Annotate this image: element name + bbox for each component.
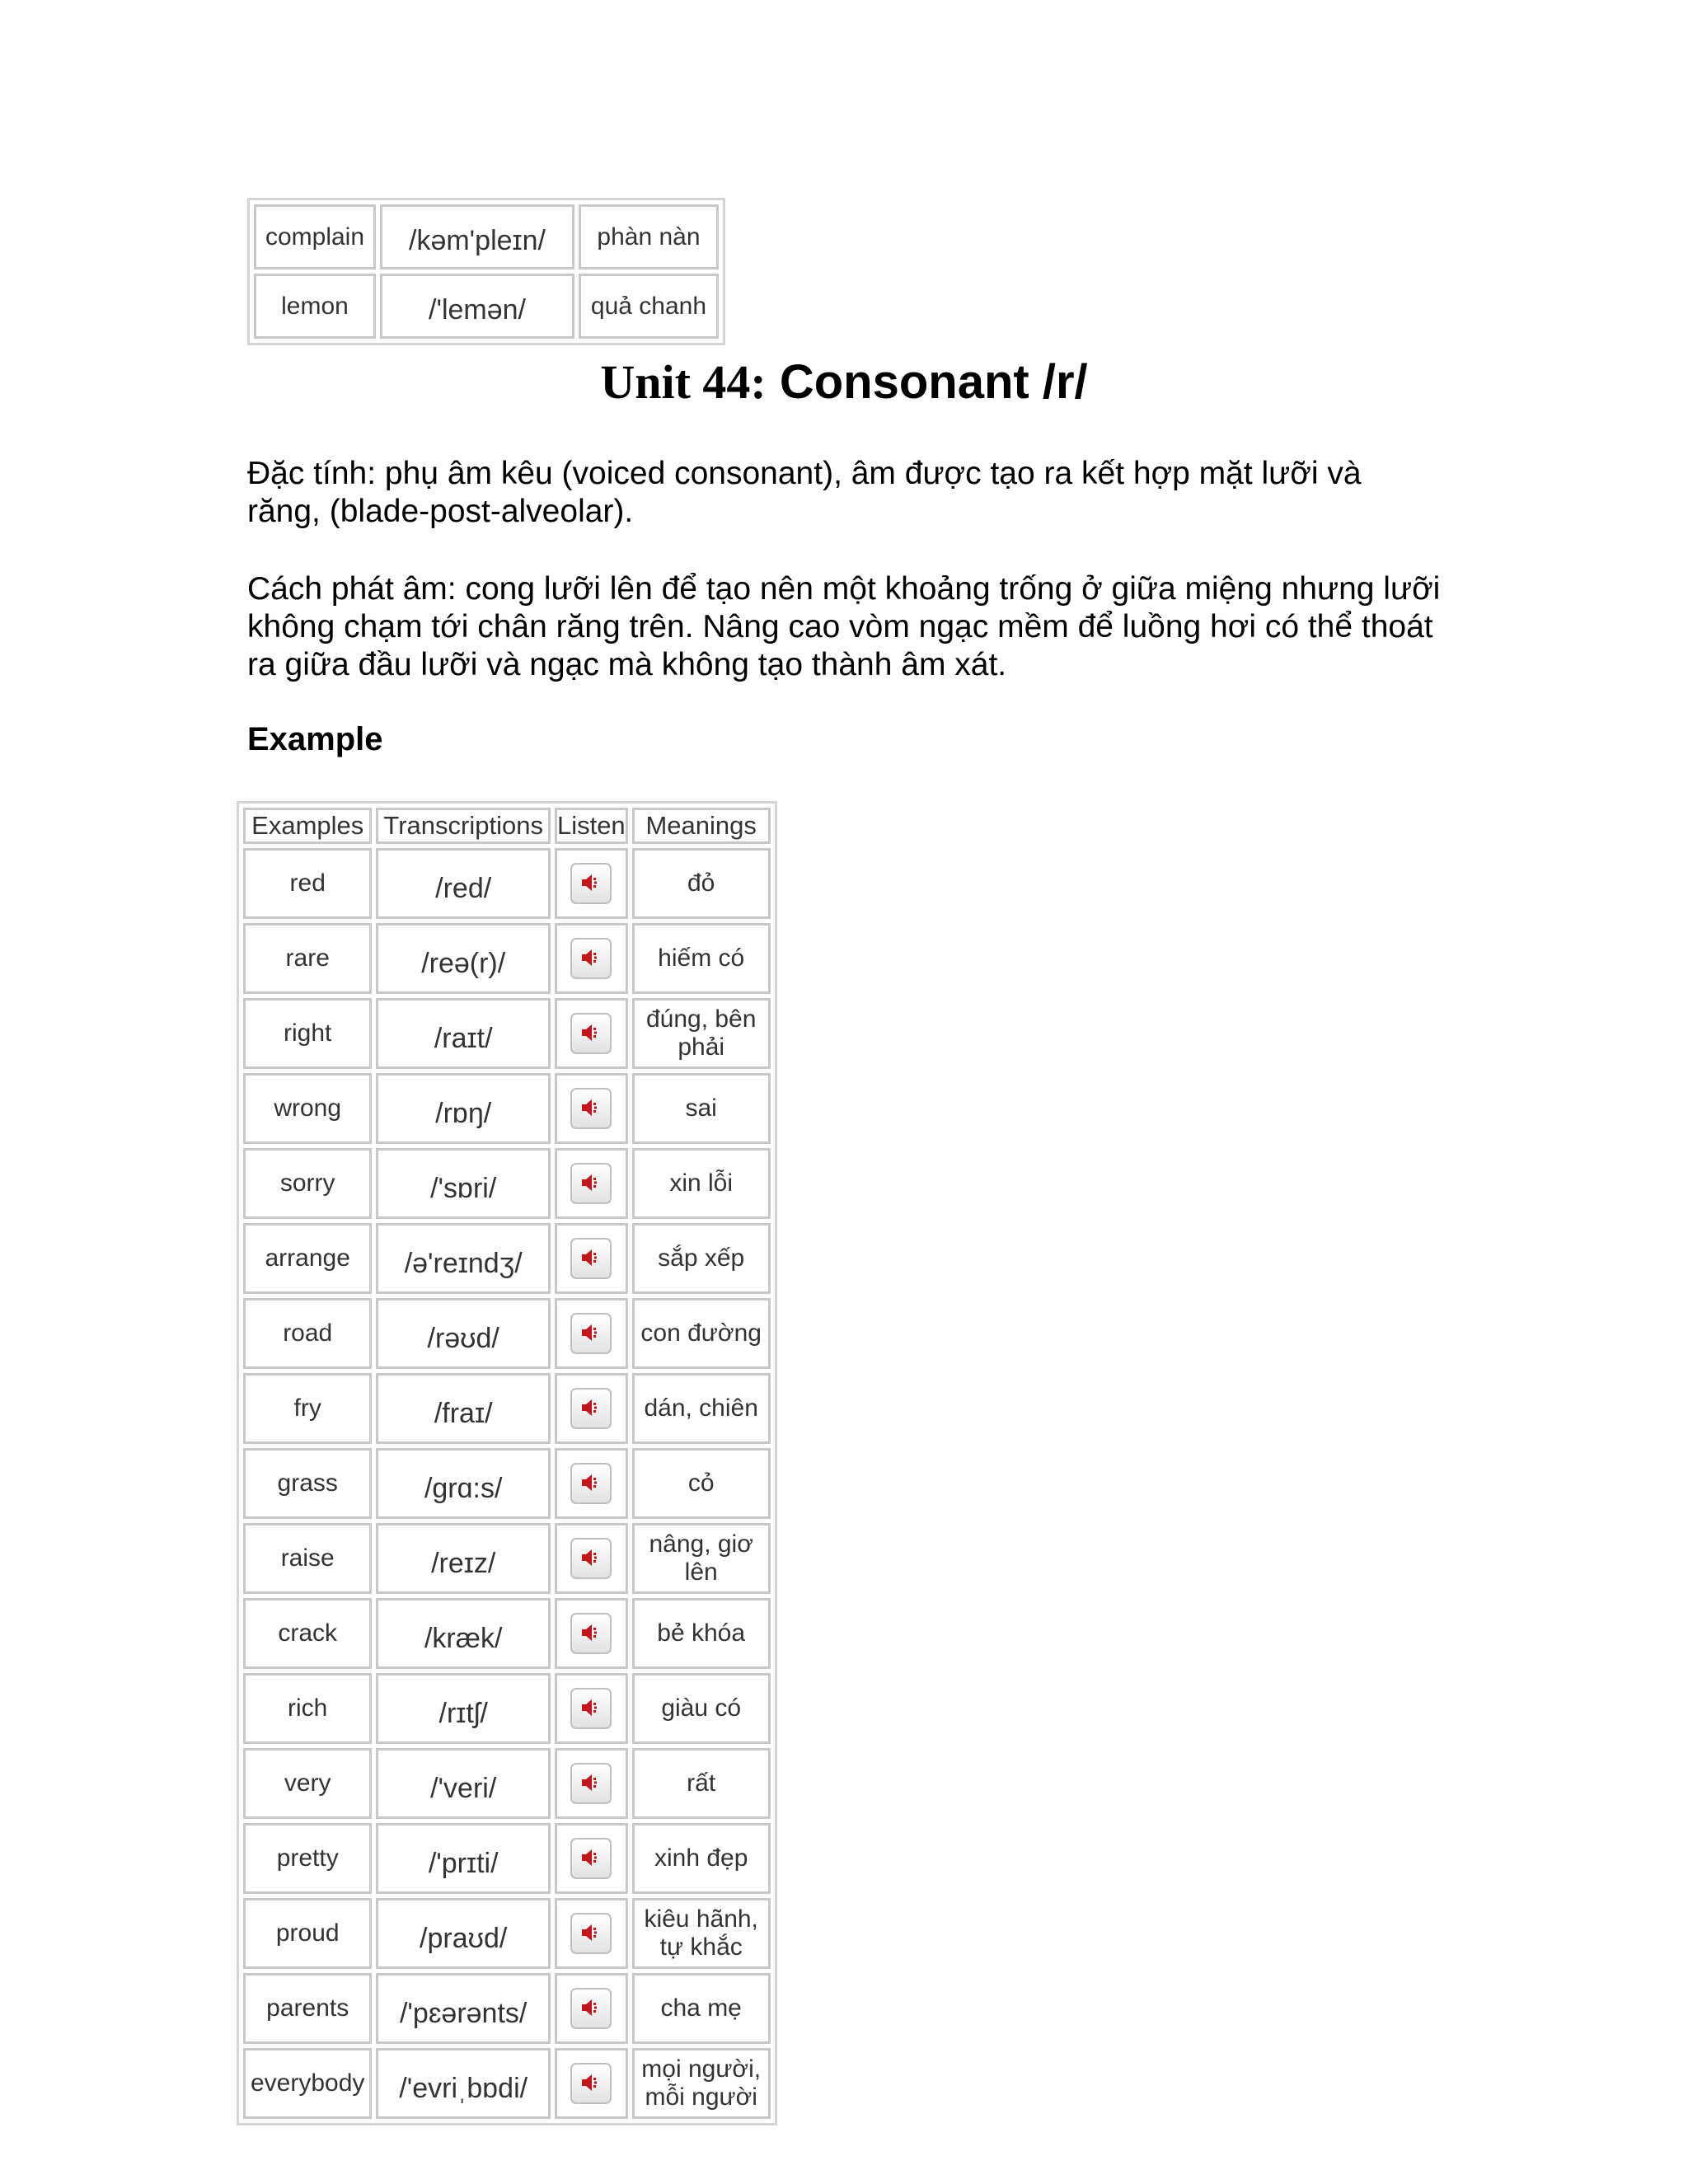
meaning-cell: xinh đẹp — [632, 1823, 771, 1894]
listen-cell — [555, 1373, 628, 1444]
transcription-cell: /'lemən/ — [380, 274, 574, 339]
word-cell: right — [243, 998, 372, 1069]
speaker-icon — [579, 1171, 603, 1194]
transcription-cell: /raɪt/ — [376, 998, 551, 1069]
play-audio-button[interactable] — [570, 1463, 612, 1504]
transcription-cell: /'sɒri/ — [376, 1148, 551, 1219]
word-cell: road — [243, 1298, 372, 1369]
page-title — [0, 356, 1688, 409]
table-row — [243, 848, 771, 919]
play-audio-button[interactable] — [570, 1313, 612, 1354]
transcription-cell: /rəʊd/ — [376, 1298, 551, 1369]
listen-cell — [555, 1973, 628, 2044]
transcription-cell: /rɪtʃ/ — [376, 1673, 551, 1744]
speaker-icon — [579, 1396, 603, 1419]
meaning-cell: bẻ khóa — [632, 1598, 771, 1669]
speaker-icon — [579, 1546, 603, 1569]
transcription-cell: /ə'reɪndʒ/ — [376, 1223, 551, 1294]
listen-cell — [555, 923, 628, 994]
speaker-icon — [579, 1021, 603, 1044]
listen-cell — [555, 1898, 628, 1969]
speaker-icon — [579, 946, 603, 969]
listen-cell — [555, 1073, 628, 1144]
transcription-cell: /'prɪti/ — [376, 1823, 551, 1894]
listen-cell — [555, 1823, 628, 1894]
meaning-cell: nâng, giơ lên — [632, 1523, 771, 1594]
listen-cell — [555, 1298, 628, 1369]
table-row — [243, 1223, 771, 1294]
play-audio-button[interactable] — [570, 1688, 612, 1729]
word-cell: sorry — [243, 1148, 372, 1219]
transcription-cell: /praʊd/ — [376, 1898, 551, 1969]
speaker-icon — [579, 1621, 603, 1644]
meaning-cell: con đường — [632, 1298, 771, 1369]
word-cell: crack — [243, 1598, 372, 1669]
column-header-examples: Examples — [243, 808, 372, 844]
table-header-row — [243, 808, 771, 844]
word-cell: grass — [243, 1448, 372, 1519]
listen-cell — [555, 1148, 628, 1219]
table-row — [243, 1823, 771, 1894]
listen-cell — [555, 1523, 628, 1594]
meaning-cell: rất — [632, 1748, 771, 1819]
table-row — [243, 1448, 771, 1519]
word-cell: rare — [243, 923, 372, 994]
table-row — [243, 923, 771, 994]
example-table — [237, 801, 777, 2125]
table-row — [243, 1073, 771, 1144]
speaker-icon — [579, 2071, 603, 2094]
transcription-cell: /'pɛərənts/ — [376, 1973, 551, 2044]
listen-cell — [555, 998, 628, 1069]
word-cell: everybody — [243, 2048, 372, 2119]
speaker-icon — [579, 1471, 603, 1494]
unit-number: Unit 44: — [600, 355, 767, 409]
table-row — [243, 1748, 771, 1819]
meaning-cell: sắp xếp — [632, 1223, 771, 1294]
meaning-cell: kiêu hãnh, tự khắc — [632, 1898, 771, 1969]
meaning-cell: sai — [632, 1073, 771, 1144]
meaning-cell: cỏ — [632, 1448, 771, 1519]
meaning-cell: giàu có — [632, 1673, 771, 1744]
column-header-meanings: Meanings — [632, 808, 771, 844]
play-audio-button[interactable] — [570, 863, 612, 904]
meaning-cell: cha mẹ — [632, 1973, 771, 2044]
speaker-icon — [579, 1696, 603, 1719]
play-audio-button[interactable] — [570, 1763, 612, 1804]
word-cell: arrange — [243, 1223, 372, 1294]
speaker-icon — [579, 1921, 603, 1944]
meaning-cell: xin lỗi — [632, 1148, 771, 1219]
transcription-cell: /red/ — [376, 848, 551, 919]
transcription-cell: /kræk/ — [376, 1598, 551, 1669]
transcription-cell: /reɪz/ — [376, 1523, 551, 1594]
meaning-cell: quả chanh — [579, 274, 719, 339]
pronunciation-paragraph: Cách phát âm: cong lưỡi lên để tạo nên một khoảng trống ở giữa miệng nhưng lưỡi không chạm tới chân răng trên. Nâng cao vòm ngạc mềm để luồng hơi có thể thoát ra giữa đầu lưỡi và ngạc mà không tạo thành âm xát. — [247, 571, 1441, 682]
column-header-listen: Listen — [555, 808, 628, 844]
meaning-cell: đỏ — [632, 848, 771, 919]
word-cell: wrong — [243, 1073, 372, 1144]
listen-cell — [555, 848, 628, 919]
transcription-cell: /grɑ:s/ — [376, 1448, 551, 1519]
table-row — [243, 1373, 771, 1444]
table-row — [243, 2048, 771, 2119]
transcription-cell: /'evriˌbɒdi/ — [376, 2048, 551, 2119]
play-audio-button[interactable] — [570, 938, 612, 979]
play-audio-button[interactable] — [570, 1163, 612, 1204]
word-cell: proud — [243, 1898, 372, 1969]
transcription-cell: /reə(r)/ — [376, 923, 551, 994]
speaker-icon — [579, 1096, 603, 1119]
table-row — [254, 204, 719, 269]
transcription-cell: /fraɪ/ — [376, 1373, 551, 1444]
word-cell: very — [243, 1748, 372, 1819]
table-row — [243, 1973, 771, 2044]
meaning-cell: phàn nàn — [579, 204, 719, 269]
transcription-cell: /'veri/ — [376, 1748, 551, 1819]
listen-cell — [555, 1598, 628, 1669]
speaker-icon — [579, 1321, 603, 1344]
column-header-transcriptions: Transcriptions — [376, 808, 551, 844]
table-row — [243, 1523, 771, 1594]
play-audio-button[interactable] — [570, 1913, 612, 1954]
table-row — [243, 1898, 771, 1969]
meaning-cell: mọi người, mỗi người — [632, 2048, 771, 2119]
play-audio-button[interactable] — [570, 1088, 612, 1129]
word-cell: complain — [254, 204, 376, 269]
speaker-icon — [579, 1846, 603, 1869]
word-cell: raise — [243, 1523, 372, 1594]
speaker-icon — [579, 1246, 603, 1269]
table-row — [243, 1673, 771, 1744]
listen-cell — [555, 1673, 628, 1744]
characteristics-paragraph: Đặc tính: phụ âm kêu (voiced consonant), âm được tạo ra kết hợp mặt lưỡi và răng, (blade-post-alveolar). — [247, 456, 1362, 529]
speaker-icon — [579, 1996, 603, 2019]
word-cell: fry — [243, 1373, 372, 1444]
table-row — [243, 1298, 771, 1369]
table-row — [254, 274, 719, 339]
meaning-cell: dán, chiên — [632, 1373, 771, 1444]
meaning-cell: đúng, bên phải — [632, 998, 771, 1069]
word-cell: red — [243, 848, 372, 919]
word-cell: pretty — [243, 1823, 372, 1894]
top-vocab-table — [247, 198, 725, 345]
transcription-cell: /rɒŋ/ — [376, 1073, 551, 1144]
play-audio-button[interactable] — [570, 2063, 612, 2104]
unit-name: Consonant /r/ — [779, 355, 1088, 409]
transcription-cell: /kəm'pleɪn/ — [380, 204, 574, 269]
word-cell: lemon — [254, 274, 376, 339]
word-cell: rich — [243, 1673, 372, 1744]
play-audio-button[interactable] — [570, 1988, 612, 2029]
play-audio-button[interactable] — [570, 1613, 612, 1654]
play-audio-button[interactable] — [570, 1838, 612, 1879]
speaker-icon — [579, 871, 603, 894]
meaning-cell: hiếm có — [632, 923, 771, 994]
speaker-icon — [579, 1771, 603, 1794]
listen-cell — [555, 1223, 628, 1294]
play-audio-button[interactable] — [570, 1238, 612, 1279]
table-row — [243, 1148, 771, 1219]
play-audio-button[interactable] — [570, 1388, 612, 1429]
play-audio-button[interactable] — [570, 1013, 612, 1054]
listen-cell — [555, 1748, 628, 1819]
listen-cell — [555, 1448, 628, 1519]
table-row — [243, 1598, 771, 1669]
play-audio-button[interactable] — [570, 1538, 612, 1579]
listen-cell — [555, 2048, 628, 2119]
table-row — [243, 998, 771, 1069]
example-heading: Example — [247, 721, 383, 757]
word-cell: parents — [243, 1973, 372, 2044]
